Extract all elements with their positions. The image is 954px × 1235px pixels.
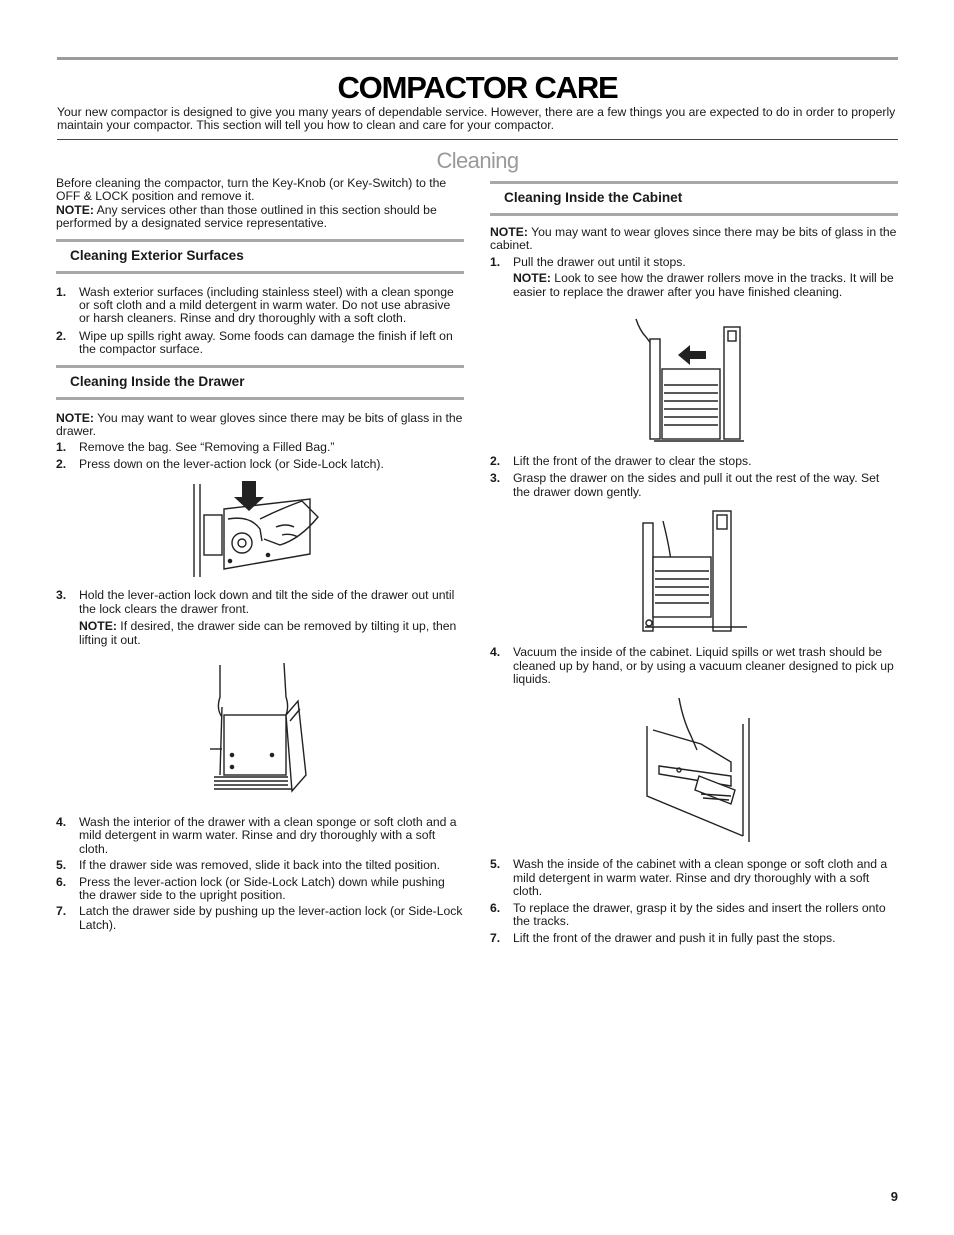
step-number: 6. (490, 900, 501, 915)
cabinet-steps-b (490, 858, 898, 944)
intro-paragraph: Your new compactor is designed to give you many years of dependable service. However, there are a few things you are expected to do in order to properly maintain your compactor. This section will tell you how to clean and care for your compactor. (57, 105, 896, 133)
step-text: Wash the inside of the cabinet with a clean sponge or soft cloth and a mild detergent in warm water. Rinse and dry thoroughly with a soft cloth. (513, 857, 888, 899)
note-label: NOTE: (513, 271, 551, 286)
before-cleaning-text: Before cleaning the compactor, turn the Key-Knob (or Key-Switch) to the OFF & LOCK position and remove it. (56, 176, 447, 204)
list-item (56, 458, 464, 471)
exterior-heading: Cleaning Exterior Surfaces (56, 239, 464, 274)
step-number: 1. (56, 440, 67, 455)
right-column (490, 181, 898, 945)
list-item (56, 589, 464, 647)
list-item (56, 441, 464, 454)
pull-drawer-illustration (634, 317, 754, 445)
note-label: NOTE: (56, 410, 94, 425)
list-item (490, 646, 898, 686)
exterior-steps (56, 286, 464, 357)
page-title: COMPACTOR CARE (337, 70, 618, 105)
tilt-drawer-side-illustration (206, 657, 314, 802)
cabinet-step-1 (490, 256, 898, 299)
page-number: 9 (890, 1189, 898, 1204)
drawer-heading: Cleaning Inside the Drawer (56, 365, 464, 400)
service-note (56, 204, 464, 231)
step-number: 1. (56, 284, 67, 299)
step-number: 5. (490, 857, 501, 872)
step-text: Lift the front of the drawer and push it in fully past the stops. (513, 930, 836, 945)
drawer-steps-b (56, 816, 464, 932)
step-number: 7. (490, 930, 501, 945)
note-text: Any services other than those outlined in this section should be performed by a designated service representative. (56, 202, 437, 231)
note-text: You may want to wear gloves since there may be bits of glass in the drawer. (56, 410, 463, 439)
step-text: Remove the bag. See “Removing a Filled Bag.” (79, 440, 335, 455)
step-text: Grasp the drawer on the sides and pull it out the rest of the way. Set the drawer down gently. (513, 471, 880, 499)
step-number: 6. (56, 874, 67, 889)
step-number: 4. (56, 814, 67, 829)
step-text: Latch the drawer side by pushing up the lever-action lock (or Side-Lock Latch). (79, 904, 463, 932)
list-item (490, 932, 898, 945)
section-heading-cleaning: Cleaning (436, 148, 519, 173)
note-text: Look to see how the drawer rollers move in the tracks. It will be easier to replace the drawer after you have finished cleaning. (513, 271, 894, 299)
step-number: 2. (56, 328, 67, 343)
clean-cabinet-illustration (639, 696, 749, 844)
section-rule (57, 139, 898, 140)
step-number: 3. (490, 471, 501, 486)
list-item (56, 286, 464, 326)
step-text: Lift the front of the drawer to clear the stops. (513, 454, 752, 469)
step-number: 7. (56, 904, 67, 919)
step-text: To replace the drawer, grasp it by the sides and insert the rollers onto the tracks. (513, 900, 886, 929)
list-item (490, 472, 898, 499)
step-text: Wash the interior of the drawer with a clean sponge or soft cloth and a mild detergent in warm water. Rinse and dry thoroughly with a soft cloth. (79, 814, 457, 856)
cabinet-heading: Cleaning Inside the Cabinet (490, 181, 898, 216)
note-text: You may want to wear gloves since there may be bits of glass in the cabinet. (490, 225, 897, 253)
step-text: Vacuum the inside of the cabinet. Liquid spills or wet trash should be cleaned up by hand, or by using a vacuum cleaner designed to pick up liquids. (513, 645, 894, 687)
list-item (56, 905, 464, 932)
top-rule (57, 57, 898, 60)
drawer-note (56, 412, 464, 439)
step-number: 3. (56, 588, 67, 603)
step-number: 1. (490, 254, 501, 269)
note-label: NOTE: (490, 225, 528, 239)
step-text: Wipe up spills right away. Some foods can damage the finish if left on the compactor surface. (79, 328, 453, 357)
step-text: Press the lever-action lock (or Side-Lock Latch) down while pushing the drawer side to the upright position. (79, 874, 445, 902)
lever-lock-illustration (190, 479, 330, 579)
list-item (56, 876, 464, 903)
drawer-step-3 (56, 589, 464, 647)
list-item (490, 256, 898, 299)
drawer-steps-a (56, 441, 464, 471)
list-item (490, 455, 898, 468)
list-item (56, 330, 464, 357)
cabinet-steps-a (490, 455, 898, 499)
step-text: Wash exterior surfaces (including stainless steel) with a clean sponge or soft cloth and a mild detergent in warm water. Do not use abrasive or harsh cleaners. Rinse and dry thoroughly with a soft cloth. (79, 284, 454, 326)
step-text: Pull the drawer out until it stops. (513, 254, 686, 269)
list-item (490, 858, 898, 898)
left-column (56, 177, 464, 932)
step-number: 2. (56, 456, 67, 471)
list-item (56, 859, 464, 872)
step-number: 4. (490, 645, 501, 660)
cabinet-step-4 (490, 646, 898, 686)
step1-note (513, 272, 898, 299)
note-label: NOTE: (56, 202, 94, 217)
list-item (490, 902, 898, 929)
step-number: 5. (56, 858, 67, 873)
step-text: Press down on the lever-action lock (or Side-Lock latch). (79, 456, 384, 471)
note-text: If desired, the drawer side can be removed by tilting it up, then lifting it out. (79, 619, 457, 647)
list-item (56, 816, 464, 856)
step-text: Hold the lever-action lock down and tilt the side of the drawer out until the lock clears the drawer front. (79, 588, 455, 616)
lift-drawer-out-illustration (639, 509, 749, 634)
step3-note (79, 620, 464, 647)
cabinet-note (490, 226, 898, 253)
step-text: If the drawer side was removed, slide it back into the tilted position. (79, 858, 441, 873)
step-number: 2. (490, 454, 501, 469)
note-label: NOTE: (79, 619, 117, 634)
